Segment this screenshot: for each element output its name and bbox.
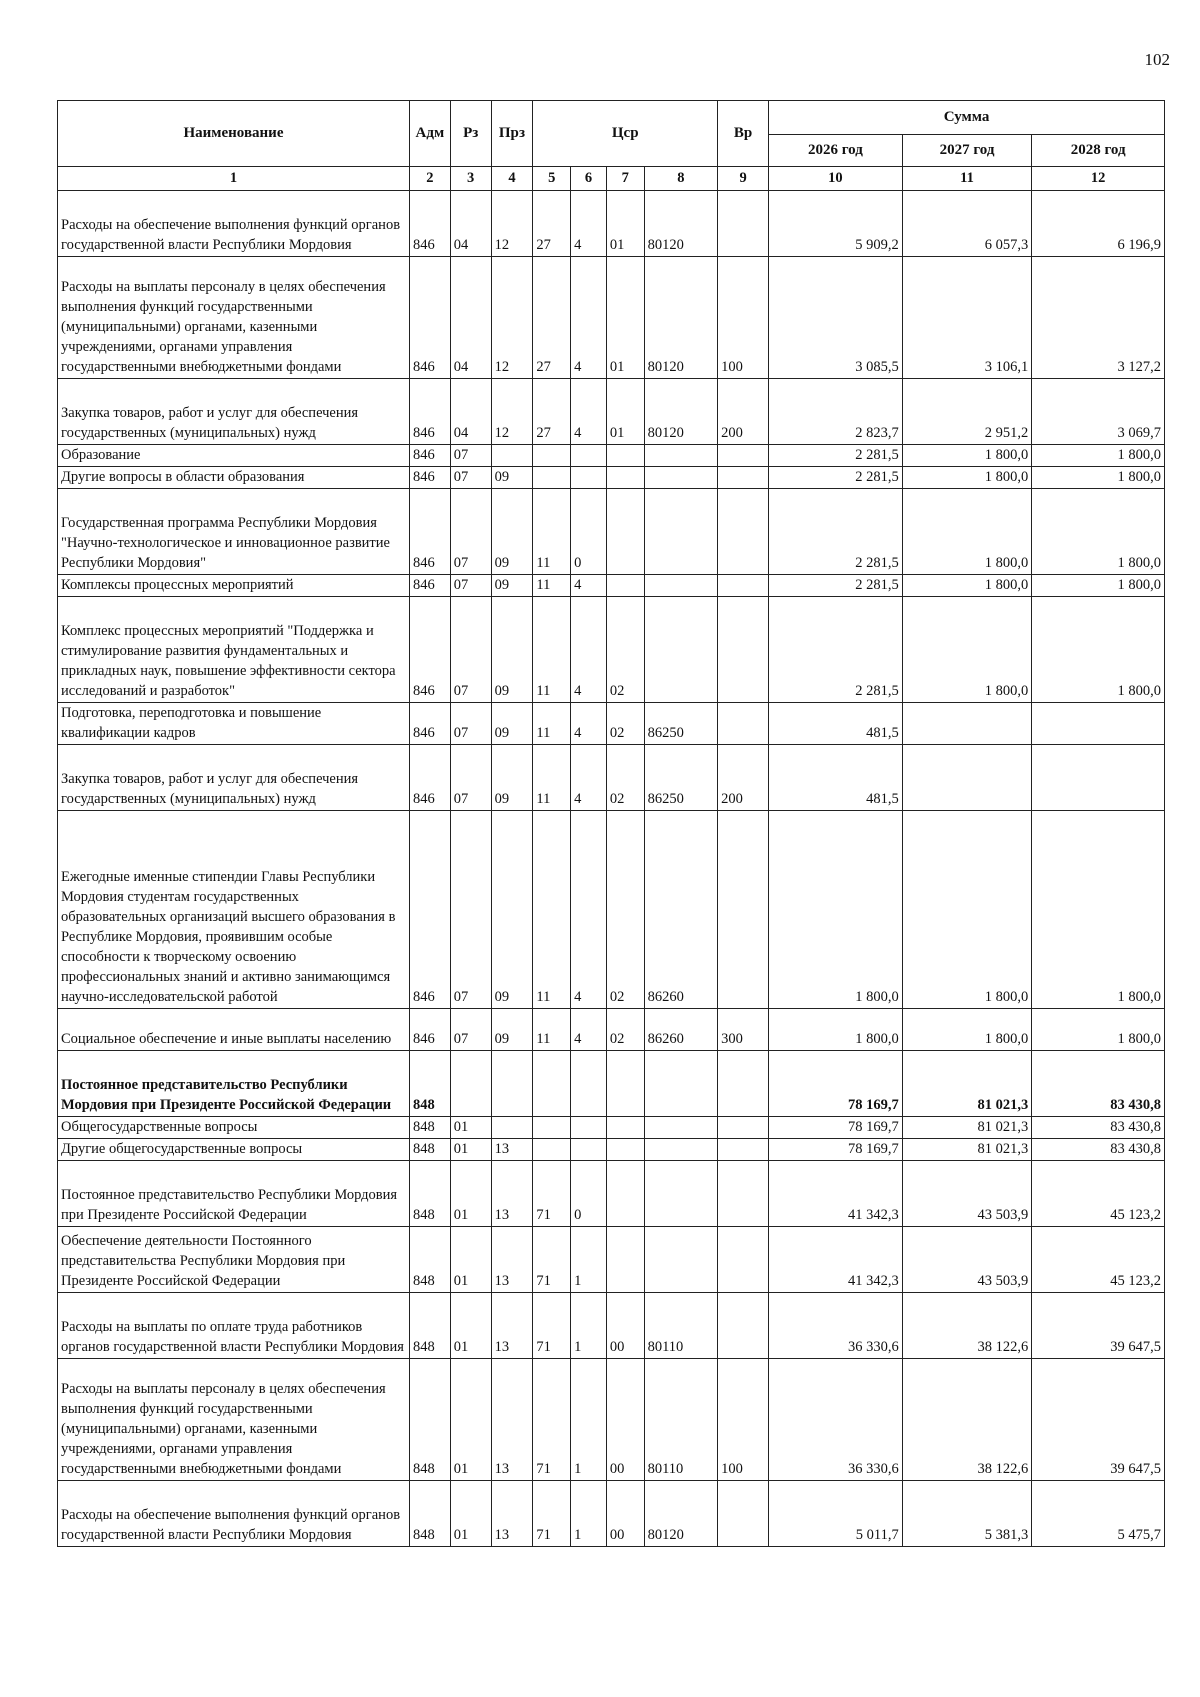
table-cell-rz: 01: [450, 1117, 491, 1139]
table-cell-vr: [718, 1161, 769, 1227]
table-row: [58, 597, 1165, 703]
table-cell-vr: 200: [718, 379, 769, 445]
col-vr-header: Вр: [718, 101, 769, 167]
table-cell-csr3: [606, 1117, 644, 1139]
table-cell-2028: 39 647,5: [1032, 1359, 1165, 1481]
table-cell-2028: [1032, 745, 1165, 811]
table-cell-vr: [718, 191, 769, 257]
table-cell-csr2: [571, 445, 607, 467]
table-cell-2027: 2 951,2: [902, 379, 1032, 445]
table-cell-csr4: [644, 1139, 718, 1161]
table-cell-vr: [718, 575, 769, 597]
table-cell-csr2: 4: [571, 597, 607, 703]
table-cell-csr2: 1: [571, 1481, 607, 1547]
table-cell-rz: 07: [450, 445, 491, 467]
table-cell-2026: 78 169,7: [769, 1139, 903, 1161]
table-cell-2027: [902, 745, 1032, 811]
table-cell-prz: 13: [491, 1161, 533, 1227]
table-cell-prz: 13: [491, 1359, 533, 1481]
table-cell-2028: 83 430,8: [1032, 1117, 1165, 1139]
table-cell-csr4: 80120: [644, 1481, 718, 1547]
table-cell-csr3: 00: [606, 1481, 644, 1547]
table-row: [58, 489, 1165, 575]
column-number: 8: [644, 167, 718, 191]
column-number: 5: [533, 167, 571, 191]
table-cell-adm: 848: [409, 1117, 450, 1139]
table-cell-2027: 81 021,3: [902, 1117, 1032, 1139]
table-row: [58, 1161, 1165, 1227]
table-cell-name: Другие вопросы в области образования: [58, 467, 410, 489]
table-cell-vr: [718, 1293, 769, 1359]
table-cell-vr: 100: [718, 1359, 769, 1481]
page-number: 102: [1144, 50, 1170, 69]
table-cell-2028: 83 430,8: [1032, 1051, 1165, 1117]
table-cell-csr1: 71: [533, 1227, 571, 1293]
table-cell-csr2: 0: [571, 489, 607, 575]
table-cell-prz: 09: [491, 811, 533, 1009]
table-cell-rz: 01: [450, 1161, 491, 1227]
table-cell-csr4: 80110: [644, 1359, 718, 1481]
table-cell-csr4: 80120: [644, 191, 718, 257]
table-cell-adm: 848: [409, 1293, 450, 1359]
table-cell-csr3: [606, 1139, 644, 1161]
table-cell-2028: 1 800,0: [1032, 489, 1165, 575]
table-row: [58, 1227, 1165, 1293]
table-cell-name: Расходы на выплаты по оплате труда работников органов государственной власти Республики Мордовия: [58, 1293, 410, 1359]
table-cell-csr1: 11: [533, 489, 571, 575]
table-cell-2027: 81 021,3: [902, 1051, 1032, 1117]
table-cell-2027: 1 800,0: [902, 575, 1032, 597]
table-cell-csr4: [644, 467, 718, 489]
column-number: 2: [409, 167, 450, 191]
table-row: [58, 467, 1165, 489]
table-cell-csr1: 71: [533, 1481, 571, 1547]
table-cell-vr: [718, 1117, 769, 1139]
table-cell-adm: 848: [409, 1139, 450, 1161]
column-number: 4: [491, 167, 533, 191]
table-cell-rz: 07: [450, 467, 491, 489]
table-cell-name: Комплексы процессных мероприятий: [58, 575, 410, 597]
table-cell-csr4: [644, 1117, 718, 1139]
table-cell-prz: [491, 1117, 533, 1139]
table-cell-2028: 3 069,7: [1032, 379, 1165, 445]
table-cell-rz: 07: [450, 811, 491, 1009]
column-number: 9: [718, 167, 769, 191]
table-cell-csr3: 02: [606, 597, 644, 703]
table-cell-2026: 481,5: [769, 703, 903, 745]
table-cell-csr3: 01: [606, 379, 644, 445]
table-cell-adm: 846: [409, 745, 450, 811]
table-cell-csr2: 4: [571, 811, 607, 1009]
table-cell-vr: [718, 467, 769, 489]
table-row: [58, 1293, 1165, 1359]
table-cell-name: Образование: [58, 445, 410, 467]
table-row: [58, 1481, 1165, 1547]
table-cell-rz: 07: [450, 489, 491, 575]
table-cell-rz: [450, 1051, 491, 1117]
table-cell-csr4: 80120: [644, 379, 718, 445]
table-cell-2028: 1 800,0: [1032, 597, 1165, 703]
table-cell-csr1: 27: [533, 257, 571, 379]
table-cell-2028: 6 196,9: [1032, 191, 1165, 257]
table-cell-csr3: 01: [606, 257, 644, 379]
table-cell-prz: 09: [491, 489, 533, 575]
table-cell-csr4: 86250: [644, 745, 718, 811]
table-cell-adm: 848: [409, 1051, 450, 1117]
table-cell-vr: [718, 703, 769, 745]
budget-table: [57, 100, 1165, 1547]
table-cell-csr3: [606, 445, 644, 467]
table-cell-csr4: 86260: [644, 811, 718, 1009]
table-cell-prz: 12: [491, 379, 533, 445]
table-cell-csr2: [571, 1139, 607, 1161]
col-2026-header: 2026 год: [769, 135, 903, 167]
col-2027-header: 2027 год: [902, 135, 1032, 167]
table-cell-prz: 12: [491, 257, 533, 379]
column-number: 7: [606, 167, 644, 191]
table-cell-name: Государственная программа Республики Мордовия "Научно-технологическое и инновационное развитие Республики Мордовия": [58, 489, 410, 575]
table-cell-csr2: 1: [571, 1359, 607, 1481]
column-number: 11: [902, 167, 1032, 191]
table-cell-rz: 07: [450, 1009, 491, 1051]
table-cell-2026: 36 330,6: [769, 1359, 903, 1481]
table-cell-2026: 2 823,7: [769, 379, 903, 445]
table-cell-2028: 83 430,8: [1032, 1139, 1165, 1161]
table-cell-2026: 36 330,6: [769, 1293, 903, 1359]
table-cell-prz: 13: [491, 1481, 533, 1547]
table-cell-csr1: [533, 1051, 571, 1117]
table-cell-csr1: [533, 1139, 571, 1161]
table-cell-rz: 01: [450, 1293, 491, 1359]
table-cell-csr3: [606, 1227, 644, 1293]
table-cell-2026: 2 281,5: [769, 575, 903, 597]
table-cell-csr1: [533, 445, 571, 467]
table-cell-2028: 39 647,5: [1032, 1293, 1165, 1359]
table-row: [58, 191, 1165, 257]
table-cell-prz: 09: [491, 575, 533, 597]
table-cell-csr3: 02: [606, 703, 644, 745]
table-cell-rz: 07: [450, 703, 491, 745]
table-cell-csr4: [644, 1051, 718, 1117]
table-cell-name: Расходы на обеспечение выполнения функций органов государственной власти Республики Мордовия: [58, 1481, 410, 1547]
table-cell-name: Комплекс процессных мероприятий "Поддержка и стимулирование развития фундаментальных и прикладных наук, повышение эффективности сектора исследований и разработок": [58, 597, 410, 703]
table-cell-rz: 04: [450, 379, 491, 445]
table-cell-prz: 13: [491, 1139, 533, 1161]
table-cell-2027: 1 800,0: [902, 467, 1032, 489]
table-cell-2027: 38 122,6: [902, 1293, 1032, 1359]
table-cell-rz: 07: [450, 575, 491, 597]
table-cell-csr2: 4: [571, 575, 607, 597]
table-cell-2027: 1 800,0: [902, 489, 1032, 575]
table-cell-adm: 846: [409, 703, 450, 745]
table-cell-2027: 5 381,3: [902, 1481, 1032, 1547]
table-cell-2026: 1 800,0: [769, 811, 903, 1009]
col-sum-header: Сумма: [769, 101, 1165, 135]
table-cell-adm: 846: [409, 1009, 450, 1051]
table-cell-name: Расходы на обеспечение выполнения функций органов государственной власти Республики Мордовия: [58, 191, 410, 257]
table-cell-prz: 13: [491, 1293, 533, 1359]
table-cell-csr4: 86260: [644, 1009, 718, 1051]
table-cell-csr2: 4: [571, 257, 607, 379]
table-cell-rz: 07: [450, 597, 491, 703]
col-rz-header: Рз: [450, 101, 491, 167]
table-cell-2027: 3 106,1: [902, 257, 1032, 379]
table-cell-2026: 5 011,7: [769, 1481, 903, 1547]
table-cell-2028: 5 475,7: [1032, 1481, 1165, 1547]
table-cell-name: Обеспечение деятельности Постоянного представительства Республики Мордовия при Президенте Российской Федерации: [58, 1227, 410, 1293]
table-cell-adm: 848: [409, 1359, 450, 1481]
table-cell-2027: 1 800,0: [902, 597, 1032, 703]
table-cell-csr1: 11: [533, 1009, 571, 1051]
table-cell-vr: [718, 445, 769, 467]
table-cell-csr2: 4: [571, 1009, 607, 1051]
table-cell-csr3: 01: [606, 191, 644, 257]
table-cell-prz: [491, 1051, 533, 1117]
table-cell-csr2: 4: [571, 703, 607, 745]
table-cell-csr4: 80120: [644, 257, 718, 379]
table-cell-2028: 1 800,0: [1032, 1009, 1165, 1051]
column-number: 10: [769, 167, 903, 191]
table-cell-csr1: 11: [533, 575, 571, 597]
table-cell-prz: 09: [491, 703, 533, 745]
table-cell-name: Ежегодные именные стипендии Главы Республики Мордовия студентам государственных образовательных организаций высшего образования в Республике Мордовия, проявившим особые способности к творческому освоению профессиональных знаний и активно занимающимся научно-исследовательской работой: [58, 811, 410, 1009]
table-cell-csr1: 11: [533, 703, 571, 745]
table-cell-2026: 78 169,7: [769, 1117, 903, 1139]
table-cell-vr: [718, 1227, 769, 1293]
table-cell-adm: 846: [409, 257, 450, 379]
table-cell-name: Подготовка, переподготовка и повышение квалификации кадров: [58, 703, 410, 745]
table-cell-adm: 846: [409, 597, 450, 703]
table-cell-2026: 2 281,5: [769, 597, 903, 703]
table-cell-2028: [1032, 703, 1165, 745]
table-cell-vr: [718, 597, 769, 703]
table-cell-adm: 846: [409, 191, 450, 257]
table-cell-csr3: [606, 575, 644, 597]
table-row: [58, 575, 1165, 597]
table-cell-csr4: [644, 489, 718, 575]
table-cell-rz: 01: [450, 1481, 491, 1547]
column-number: 1: [58, 167, 410, 191]
table-cell-2027: 43 503,9: [902, 1161, 1032, 1227]
table-cell-prz: 09: [491, 745, 533, 811]
table-row: [58, 811, 1165, 1009]
table-cell-csr3: 02: [606, 1009, 644, 1051]
table-cell-rz: 04: [450, 257, 491, 379]
table-cell-csr2: [571, 467, 607, 489]
column-number: 12: [1032, 167, 1165, 191]
table-cell-2027: 1 800,0: [902, 1009, 1032, 1051]
table-cell-rz: 07: [450, 745, 491, 811]
column-number: 3: [450, 167, 491, 191]
table-cell-csr3: 00: [606, 1359, 644, 1481]
table-cell-2026: 78 169,7: [769, 1051, 903, 1117]
table-row: [58, 379, 1165, 445]
table-cell-csr2: 4: [571, 191, 607, 257]
table-row: [58, 257, 1165, 379]
col-csr-header: Цср: [533, 101, 718, 167]
table-cell-vr: 300: [718, 1009, 769, 1051]
table-cell-name: Общегосударственные вопросы: [58, 1117, 410, 1139]
table-cell-2028: 45 123,2: [1032, 1227, 1165, 1293]
table-cell-name: Закупка товаров, работ и услуг для обеспечения государственных (муниципальных) нужд: [58, 379, 410, 445]
table-cell-csr1: 11: [533, 811, 571, 1009]
header-row: [58, 101, 1165, 135]
table-cell-2028: 1 800,0: [1032, 575, 1165, 597]
table-cell-csr4: 80110: [644, 1293, 718, 1359]
table-row: [58, 1051, 1165, 1117]
table-cell-prz: 09: [491, 467, 533, 489]
table-cell-2028: 1 800,0: [1032, 811, 1165, 1009]
table-row: [58, 703, 1165, 745]
table-cell-csr1: 71: [533, 1359, 571, 1481]
table-cell-csr3: 02: [606, 745, 644, 811]
column-numbers-row: [58, 167, 1165, 191]
table-cell-adm: 846: [409, 467, 450, 489]
col-name-header: Наименование: [58, 101, 410, 167]
table-cell-csr2: 0: [571, 1161, 607, 1227]
table-cell-csr1: 27: [533, 191, 571, 257]
table-cell-rz: 01: [450, 1139, 491, 1161]
table-cell-vr: [718, 1481, 769, 1547]
table-row: [58, 745, 1165, 811]
table-cell-2026: 2 281,5: [769, 489, 903, 575]
table-row: [58, 1117, 1165, 1139]
table-cell-csr3: [606, 489, 644, 575]
table-cell-vr: [718, 1139, 769, 1161]
table-cell-2027: 81 021,3: [902, 1139, 1032, 1161]
table-row: [58, 1009, 1165, 1051]
table-cell-2027: 43 503,9: [902, 1227, 1032, 1293]
column-number: 6: [571, 167, 607, 191]
table-cell-csr4: [644, 445, 718, 467]
table-cell-adm: 846: [409, 379, 450, 445]
table-cell-2028: 1 800,0: [1032, 467, 1165, 489]
table-cell-2027: 1 800,0: [902, 445, 1032, 467]
table-cell-adm: 848: [409, 1481, 450, 1547]
table-cell-name: Расходы на выплаты персоналу в целях обеспечения выполнения функций государственными (муниципальными) органами, казенными учреждениями, органами управления государственными внебюджетными фондами: [58, 257, 410, 379]
table-cell-2027: 38 122,6: [902, 1359, 1032, 1481]
table-cell-csr2: 4: [571, 745, 607, 811]
table-cell-2026: 1 800,0: [769, 1009, 903, 1051]
table-cell-2026: 481,5: [769, 745, 903, 811]
table-body: [58, 191, 1165, 1547]
table-cell-adm: 846: [409, 445, 450, 467]
table-cell-2026: 41 342,3: [769, 1227, 903, 1293]
table-cell-csr4: [644, 597, 718, 703]
table-cell-csr1: 11: [533, 745, 571, 811]
table-cell-prz: 12: [491, 191, 533, 257]
table-cell-adm: 846: [409, 575, 450, 597]
table-cell-2027: 6 057,3: [902, 191, 1032, 257]
table-cell-name: Постоянное представительство Республики Мордовия при Президенте Российской Федерации: [58, 1051, 410, 1117]
table-cell-2026: 2 281,5: [769, 445, 903, 467]
col-prz-header: Прз: [491, 101, 533, 167]
table-cell-csr1: 71: [533, 1161, 571, 1227]
table-cell-csr2: [571, 1117, 607, 1139]
table-cell-vr: 200: [718, 745, 769, 811]
table-cell-adm: 848: [409, 1161, 450, 1227]
table-cell-vr: [718, 811, 769, 1009]
table-cell-csr3: 02: [606, 811, 644, 1009]
table-cell-name: Закупка товаров, работ и услуг для обеспечения государственных (муниципальных) нужд: [58, 745, 410, 811]
table-cell-2026: 5 909,2: [769, 191, 903, 257]
table-cell-rz: 04: [450, 191, 491, 257]
table-cell-csr2: [571, 1051, 607, 1117]
table-cell-prz: [491, 445, 533, 467]
table-cell-2026: 3 085,5: [769, 257, 903, 379]
table-cell-2028: 1 800,0: [1032, 445, 1165, 467]
table-cell-csr1: [533, 467, 571, 489]
table-cell-adm: 846: [409, 489, 450, 575]
table-cell-2027: [902, 703, 1032, 745]
table-cell-csr4: [644, 1161, 718, 1227]
table-cell-csr3: [606, 1051, 644, 1117]
table-row: [58, 445, 1165, 467]
table-cell-2026: 41 342,3: [769, 1161, 903, 1227]
table-cell-prz: 13: [491, 1227, 533, 1293]
table-cell-rz: 01: [450, 1227, 491, 1293]
table-cell-csr1: [533, 1117, 571, 1139]
table-row: [58, 1139, 1165, 1161]
table-cell-prz: 09: [491, 1009, 533, 1051]
table-cell-rz: 01: [450, 1359, 491, 1481]
table-cell-csr3: [606, 467, 644, 489]
table-row: [58, 1359, 1165, 1481]
col-adm-header: Адм: [409, 101, 450, 167]
table-cell-csr2: 4: [571, 379, 607, 445]
table-cell-name: Расходы на выплаты персоналу в целях обеспечения выполнения функций государственными (муниципальными) органами, казенными учреждениями, органами управления государственными внебюджетными фондами: [58, 1359, 410, 1481]
table-cell-adm: 846: [409, 811, 450, 1009]
col-2028-header: 2028 год: [1032, 135, 1165, 167]
table-cell-csr1: 11: [533, 597, 571, 703]
table-cell-2027: 1 800,0: [902, 811, 1032, 1009]
table-cell-csr1: 71: [533, 1293, 571, 1359]
table-cell-csr2: 1: [571, 1293, 607, 1359]
table-cell-name: Социальное обеспечение и иные выплаты населению: [58, 1009, 410, 1051]
table-cell-adm: 848: [409, 1227, 450, 1293]
table-cell-name: Постоянное представительство Республики Мордовия при Президенте Российской Федерации: [58, 1161, 410, 1227]
table-cell-2028: 45 123,2: [1032, 1161, 1165, 1227]
table-cell-csr2: 1: [571, 1227, 607, 1293]
table-cell-csr4: [644, 575, 718, 597]
table-cell-vr: [718, 489, 769, 575]
table-cell-2028: 3 127,2: [1032, 257, 1165, 379]
table-cell-vr: [718, 1051, 769, 1117]
table-cell-csr3: 00: [606, 1293, 644, 1359]
table-cell-csr3: [606, 1161, 644, 1227]
table-cell-csr4: [644, 1227, 718, 1293]
table-cell-name: Другие общегосударственные вопросы: [58, 1139, 410, 1161]
table-cell-2026: 2 281,5: [769, 467, 903, 489]
table-cell-vr: 100: [718, 257, 769, 379]
table-cell-csr1: 27: [533, 379, 571, 445]
table-cell-csr4: 86250: [644, 703, 718, 745]
table-cell-prz: 09: [491, 597, 533, 703]
